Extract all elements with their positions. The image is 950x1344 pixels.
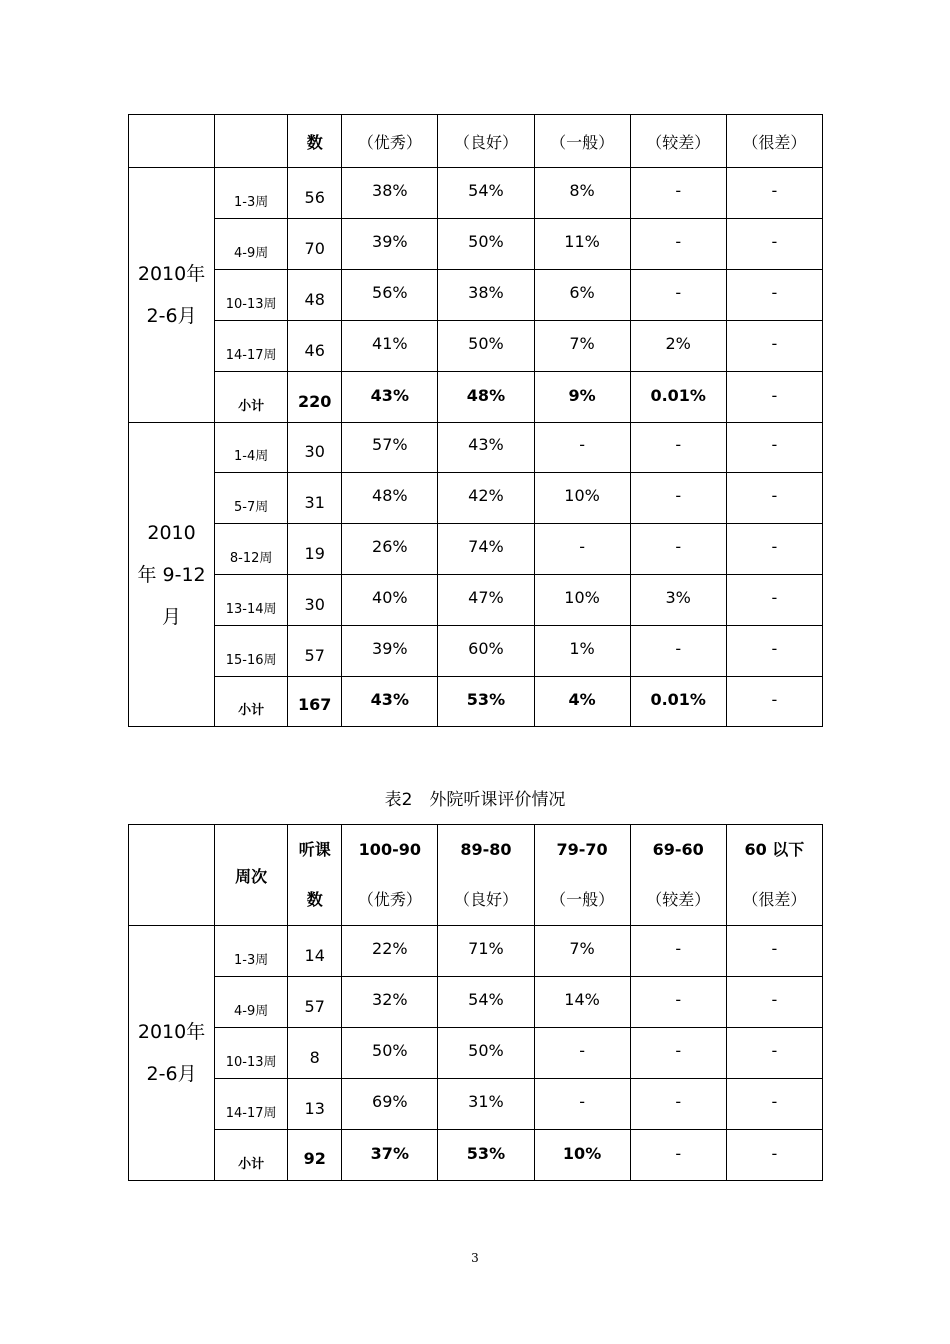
poor-cell: - xyxy=(630,423,726,473)
subtotal-good: 53% xyxy=(438,1130,534,1181)
fair-cell: 14% xyxy=(534,977,630,1028)
count-cell: 13 xyxy=(288,1079,342,1130)
fair-cell: 11% xyxy=(534,219,630,270)
count-cell: 19 xyxy=(288,524,342,575)
fair-cell: 1% xyxy=(534,626,630,677)
period-line: 月 xyxy=(162,605,182,628)
fair-cell: 6% xyxy=(534,270,630,321)
count-cell: 30 xyxy=(288,423,342,473)
fair-cell: 7% xyxy=(534,321,630,372)
excellent-cell: 26% xyxy=(342,524,438,575)
week-cell: 13-14周 xyxy=(215,575,288,626)
poor-cell: - xyxy=(630,926,726,977)
header-range: 89-80 xyxy=(460,840,512,859)
very-poor-cell: - xyxy=(726,423,822,473)
good-cell: 50% xyxy=(438,1028,534,1079)
poor-cell: - xyxy=(630,626,726,677)
very-poor-cell: - xyxy=(726,626,822,677)
subtotal-poor: 0.01% xyxy=(630,372,726,423)
fair-cell: - xyxy=(534,524,630,575)
header-grade: （优秀） xyxy=(357,890,422,909)
fair-cell: 10% xyxy=(534,575,630,626)
very-poor-cell: - xyxy=(726,926,822,977)
poor-cell: - xyxy=(630,977,726,1028)
very-poor-cell: - xyxy=(726,219,822,270)
count-cell: 48 xyxy=(288,270,342,321)
subtotal-very-poor: - xyxy=(726,1130,822,1181)
poor-cell: - xyxy=(630,270,726,321)
good-cell: 47% xyxy=(438,575,534,626)
very-poor-cell: - xyxy=(726,473,822,524)
subtotal-label: 小计 xyxy=(215,1130,288,1181)
table-row xyxy=(129,423,823,473)
very-poor-cell: - xyxy=(726,1028,822,1079)
header-good: （良好） xyxy=(438,115,534,168)
good-cell: 54% xyxy=(438,168,534,219)
header-count-bottom: 数 xyxy=(306,890,323,909)
header-range: 79-70 xyxy=(556,840,608,859)
header-cell xyxy=(129,115,215,168)
excellent-cell: 32% xyxy=(342,977,438,1028)
subtotal-row xyxy=(129,372,823,423)
table-row xyxy=(129,270,823,321)
excellent-cell: 48% xyxy=(342,473,438,524)
table-row xyxy=(129,1028,823,1079)
week-cell: 10-13周 xyxy=(215,1028,288,1079)
table-caption: 表2 外院听课评价情况 xyxy=(384,790,566,810)
header-very-poor: （很差） xyxy=(726,115,822,168)
header-empty xyxy=(129,825,215,926)
week-cell: 4-9周 xyxy=(215,219,288,270)
header-count-top: 听课 xyxy=(298,840,331,859)
count-cell: 56 xyxy=(288,168,342,219)
subtotal-good: 53% xyxy=(438,677,534,727)
very-poor-cell: - xyxy=(726,575,822,626)
table-row xyxy=(129,473,823,524)
subtotal-good: 48% xyxy=(438,372,534,423)
good-cell: 60% xyxy=(438,626,534,677)
table-row xyxy=(129,977,823,1028)
fair-cell: - xyxy=(534,423,630,473)
very-poor-cell: - xyxy=(726,321,822,372)
excellent-cell: 41% xyxy=(342,321,438,372)
good-cell: 54% xyxy=(438,977,534,1028)
week-cell: 14-17周 xyxy=(215,321,288,372)
excellent-cell: 40% xyxy=(342,575,438,626)
good-cell: 31% xyxy=(438,1079,534,1130)
week-cell: 5-7周 xyxy=(215,473,288,524)
poor-cell: - xyxy=(630,168,726,219)
week-cell: 8-12周 xyxy=(215,524,288,575)
count-cell: 57 xyxy=(288,977,342,1028)
excellent-cell: 56% xyxy=(342,270,438,321)
poor-cell: - xyxy=(630,219,726,270)
poor-cell: 3% xyxy=(630,575,726,626)
count-cell: 70 xyxy=(288,219,342,270)
table-row xyxy=(129,575,823,626)
fair-cell: 8% xyxy=(534,168,630,219)
very-poor-cell: - xyxy=(726,168,822,219)
poor-cell: - xyxy=(630,1028,726,1079)
evaluation-table-1 xyxy=(128,114,823,727)
header-fair xyxy=(534,825,630,926)
period-line: 2-6月 xyxy=(146,305,197,327)
subtotal-label: 小计 xyxy=(215,677,288,727)
poor-cell: - xyxy=(630,524,726,575)
subtotal-fair: 4% xyxy=(534,677,630,727)
excellent-cell: 69% xyxy=(342,1079,438,1130)
table-row xyxy=(129,926,823,977)
header-range: 69-60 xyxy=(652,840,704,859)
excellent-cell: 22% xyxy=(342,926,438,977)
header-poor: （较差） xyxy=(630,115,726,168)
week-cell: 4-9周 xyxy=(215,977,288,1028)
subtotal-poor: - xyxy=(630,1130,726,1181)
period-line: 2010 xyxy=(147,521,196,544)
header-grade: （良好） xyxy=(453,890,518,909)
header-cell xyxy=(215,115,288,168)
period-line: 2-6月 xyxy=(146,1063,197,1085)
subtotal-row xyxy=(129,677,823,727)
header-poor xyxy=(630,825,726,926)
excellent-cell: 57% xyxy=(342,423,438,473)
week-cell: 1-4周 xyxy=(215,423,288,473)
count-cell: 46 xyxy=(288,321,342,372)
header-fair: （一般） xyxy=(534,115,630,168)
header-grade: （一般） xyxy=(550,890,615,909)
week-cell: 10-13周 xyxy=(215,270,288,321)
page-number: 3 xyxy=(471,1251,479,1265)
good-cell: 74% xyxy=(438,524,534,575)
subtotal-excellent: 43% xyxy=(342,372,438,423)
good-cell: 42% xyxy=(438,473,534,524)
poor-cell: - xyxy=(630,1079,726,1130)
very-poor-cell: - xyxy=(726,524,822,575)
period-line: 2010年 xyxy=(137,1021,206,1043)
excellent-cell: 50% xyxy=(342,1028,438,1079)
table-row xyxy=(129,1079,823,1130)
excellent-cell: 39% xyxy=(342,626,438,677)
period-cell xyxy=(129,168,215,423)
header-range: 60 以下 xyxy=(744,840,805,859)
table-row xyxy=(129,321,823,372)
very-poor-cell: - xyxy=(726,977,822,1028)
count-cell: 8 xyxy=(288,1028,342,1079)
week-cell: 1-3周 xyxy=(215,168,288,219)
header-grade: （很差） xyxy=(742,890,807,909)
period-cell xyxy=(129,926,215,1181)
header-good xyxy=(438,825,534,926)
evaluation-table-2 xyxy=(128,824,823,1181)
subtotal-very-poor: - xyxy=(726,372,822,423)
header-excellent xyxy=(342,825,438,926)
week-cell: 15-16周 xyxy=(215,626,288,677)
table-row xyxy=(129,626,823,677)
header-count: 数 xyxy=(288,115,342,168)
subtotal-row xyxy=(129,1130,823,1181)
table-row xyxy=(129,168,823,219)
good-cell: 38% xyxy=(438,270,534,321)
good-cell: 71% xyxy=(438,926,534,977)
very-poor-cell: - xyxy=(726,1079,822,1130)
header-count xyxy=(288,825,342,926)
subtotal-very-poor: - xyxy=(726,677,822,727)
subtotal-label: 小计 xyxy=(215,372,288,423)
table-row xyxy=(129,219,823,270)
table-row xyxy=(129,524,823,575)
header-grade: （较差） xyxy=(646,890,711,909)
subtotal-poor: 0.01% xyxy=(630,677,726,727)
period-cell xyxy=(129,423,215,727)
excellent-cell: 39% xyxy=(342,219,438,270)
good-cell: 50% xyxy=(438,321,534,372)
count-cell: 57 xyxy=(288,626,342,677)
good-cell: 43% xyxy=(438,423,534,473)
header-week: 周次 xyxy=(215,825,288,926)
header-excellent: （优秀） xyxy=(342,115,438,168)
period-line: 年 9-12 xyxy=(137,563,206,586)
subtotal-fair: 10% xyxy=(534,1130,630,1181)
count-cell: 30 xyxy=(288,575,342,626)
subtotal-excellent: 43% xyxy=(342,677,438,727)
very-poor-cell: - xyxy=(726,270,822,321)
fair-cell: - xyxy=(534,1079,630,1130)
header-range: 100-90 xyxy=(358,840,421,859)
subtotal-count: 167 xyxy=(288,677,342,727)
fair-cell: - xyxy=(534,1028,630,1079)
poor-cell: 2% xyxy=(630,321,726,372)
excellent-cell: 38% xyxy=(342,168,438,219)
good-cell: 50% xyxy=(438,219,534,270)
poor-cell: - xyxy=(630,473,726,524)
subtotal-count: 92 xyxy=(288,1130,342,1181)
subtotal-count: 220 xyxy=(288,372,342,423)
subtotal-excellent: 37% xyxy=(342,1130,438,1181)
count-cell: 31 xyxy=(288,473,342,524)
header-very-poor xyxy=(726,825,822,926)
subtotal-fair: 9% xyxy=(534,372,630,423)
count-cell: 14 xyxy=(288,926,342,977)
week-cell: 14-17周 xyxy=(215,1079,288,1130)
period-line: 2010年 xyxy=(137,263,206,285)
fair-cell: 10% xyxy=(534,473,630,524)
week-cell: 1-3周 xyxy=(215,926,288,977)
fair-cell: 7% xyxy=(534,926,630,977)
